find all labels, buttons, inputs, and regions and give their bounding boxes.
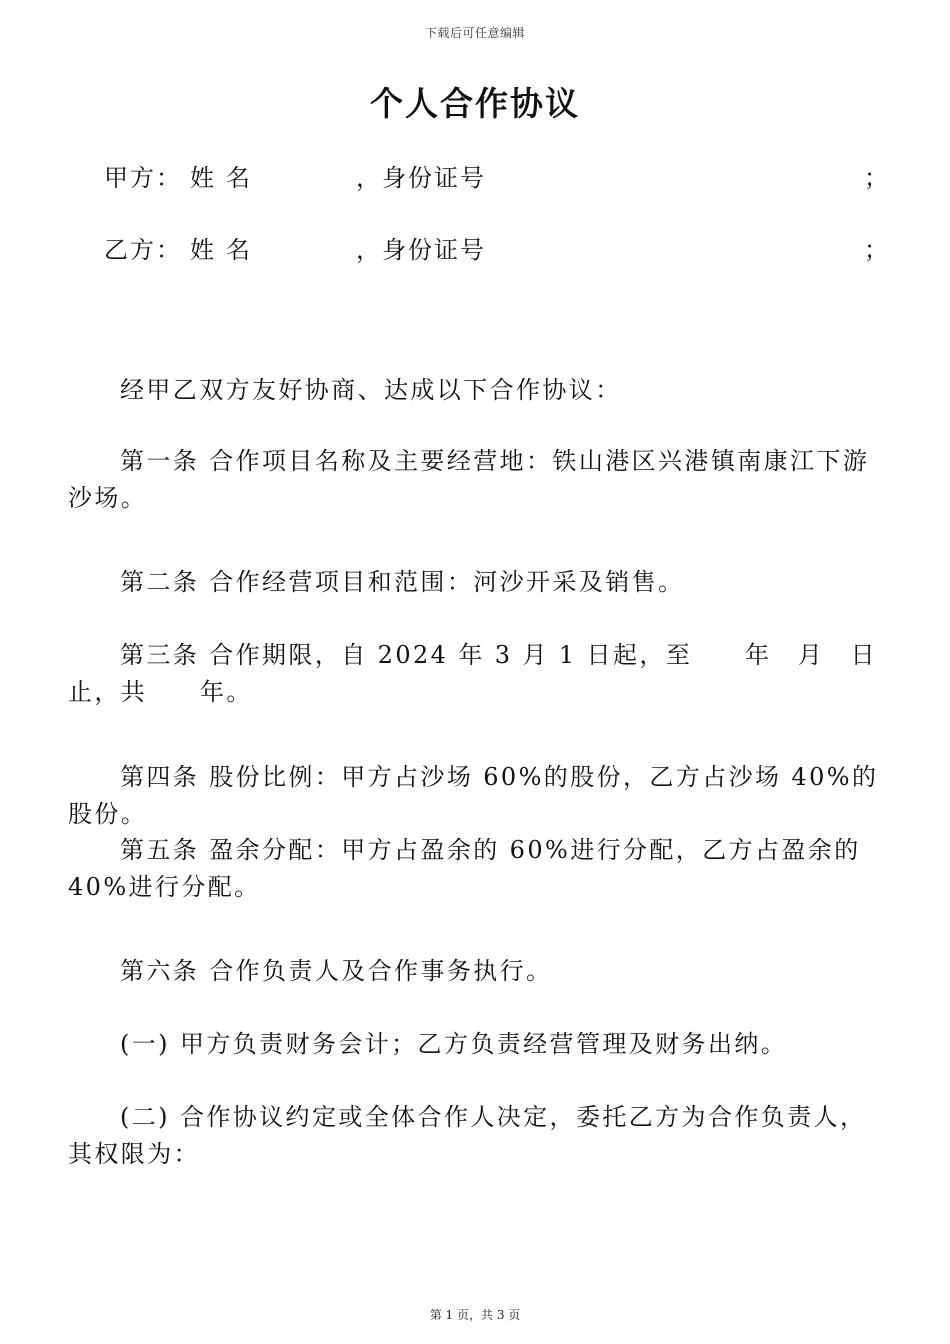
party-a-role: 甲方： [104,164,182,192]
party-b-id-label: 身份证号 [382,236,486,264]
party-a-id-label: 身份证号 [382,164,486,192]
article-2-paragraph: 第二条 合作经营项目和范围：河沙开采及销售。 [120,568,685,596]
article-1-paragraph: 第一条 合作项目名称及主要经营地：铁山港区兴港镇南康江下游沙场。 [68,447,870,512]
intro-paragraph: 经甲乙双方友好协商、达成以下合作协议： [120,376,622,404]
article-3-paragraph: 第三条 合作期限，自 2024 年 3 月 1 日起，至 年 月 日止，共 年。 [68,641,878,706]
party-b-semicolon: ； [864,236,890,264]
party-a-row [104,158,890,194]
party-b-row [104,230,890,266]
clause-6-1-paragraph: (一) 甲方负责财务会计；乙方负责经营管理及财务出纳。 [120,1030,788,1058]
party-b-role: 乙方： [104,236,182,264]
article-5-paragraph: 第五条 盈余分配：甲方占盈余的 60%进行分配，乙方占盈余的 40%进行分配。 [68,836,861,901]
party-a-semicolon: ； [864,164,890,192]
party-a-comma: ， [356,164,382,192]
party-b-comma: ， [356,236,382,264]
party-a-name-label: 姓名 [190,164,262,192]
document-title: 个人合作协议 [370,84,580,123]
article-6-paragraph: 第六条 合作负责人及合作事务执行。 [120,957,553,985]
header-note: 下载后可任意编辑 [424,26,525,40]
page-footer: 第 1 页，共 3 页 [429,1308,521,1322]
party-b-name-label: 姓名 [190,236,262,264]
article-4-paragraph: 第四条 股份比例：甲方占沙场 60%的股份，乙方占沙场 40%的股份。 [68,763,879,828]
clause-6-2-paragraph: (二) 合作协议约定或全体合作人决定，委托乙方为合作负责人，其权限为： [68,1103,867,1168]
